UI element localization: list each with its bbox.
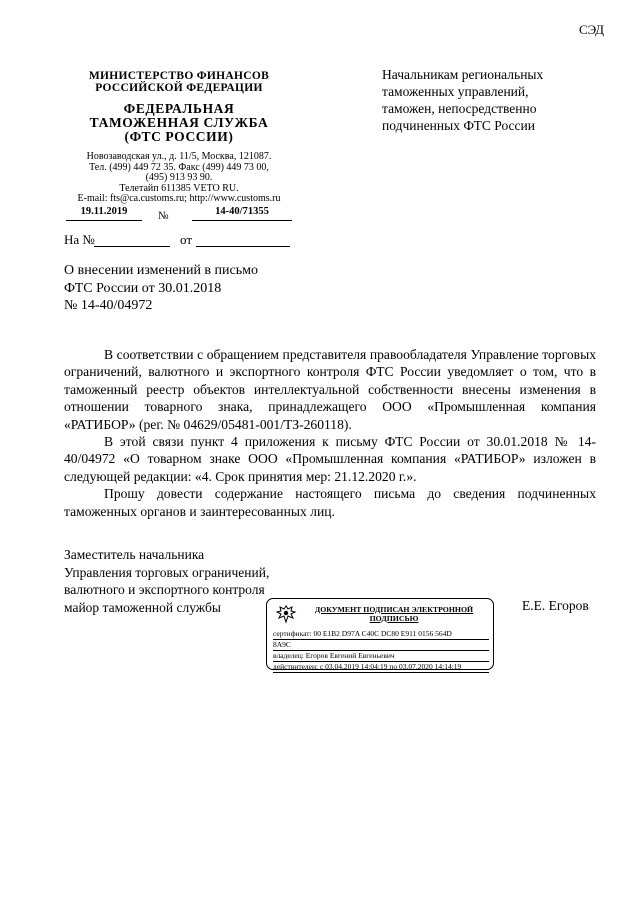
registration-number-label: № bbox=[158, 210, 169, 222]
body-paragraph: В соответствии с обращением представителя правообладателя Управление торговых ограничений, валютного и экспортного контроля ФТС России уведомляет о том, что в таможенный реестр объектов интеллектуальной собственности внесены изменения в отношении товарного знака, принадлежащего ООО «Промышленная компания «РАТИБОР» (рег. № 04629/05481-001/ТЗ-260118). bbox=[64, 347, 596, 432]
addressee-line: Начальникам региональных bbox=[382, 67, 544, 82]
stamp-details bbox=[273, 629, 489, 673]
registration-number: 14-40/71355 bbox=[192, 206, 292, 221]
reference-number-label: На № bbox=[64, 232, 95, 247]
ministry-name bbox=[64, 70, 294, 94]
letter-body bbox=[64, 346, 596, 520]
body-paragraph: Прошу довести содержание настоящего письма до сведения подчиненных таможенных органов и заинтересованных лиц. bbox=[64, 486, 596, 519]
contact-line: Тел. (499) 449 72 35. Факс (499) 449 73 00, bbox=[89, 161, 269, 173]
service-line: ТАМОЖЕННАЯ СЛУЖБА bbox=[89, 115, 269, 130]
signer-line: валютного и экспортного контроля bbox=[64, 582, 265, 597]
subject-line: ФТС России от 30.01.2018 bbox=[64, 280, 222, 296]
signer-line: Заместитель начальника bbox=[64, 547, 205, 562]
reference-date-line bbox=[196, 246, 290, 247]
reference-number-line bbox=[94, 246, 170, 247]
stamp-validity: действителен: с 03.04.2019 14:04:19 по 03.07.2020 14:14:19 bbox=[273, 662, 489, 673]
signer-name: Е.Е. Егоров bbox=[522, 598, 589, 613]
signer-line: Управления торговых ограничений, bbox=[64, 564, 270, 580]
signer-line: майор таможенной службы bbox=[64, 599, 221, 615]
service-line: ФЕДЕРАЛЬНАЯ bbox=[123, 101, 235, 116]
subject-line: О внесении изменений в письмо bbox=[64, 263, 258, 278]
stamp-title-line: ПОДПИСЬЮ bbox=[369, 614, 419, 623]
ministry-line: МИНИСТЕРСТВО ФИНАНСОВ bbox=[88, 70, 270, 82]
body-paragraph: В этой связи пункт 4 приложения к письму ФТС России от 30.01.2018 № 14-40/04972 «О товарном знаке ООО «Промышленная компания «РАТИБОР» изложен в следующей редакции: «4. Срок принятия мер: 21.12.2020 г.». bbox=[64, 434, 596, 484]
subject-line: № 14-40/04972 bbox=[64, 298, 153, 313]
addressee-line: подчиненных ФТС России bbox=[382, 118, 535, 133]
service-line: (ФТС РОССИИ) bbox=[124, 129, 234, 144]
addressee-line: таможен, непосредственно bbox=[382, 101, 537, 116]
contact-line: Телетайп 611385 VETO RU. bbox=[119, 182, 239, 194]
ministry-line: РОССИЙСКОЙ ФЕДЕРАЦИИ bbox=[95, 82, 263, 94]
reference-date-label: от bbox=[180, 232, 193, 247]
stamp-title bbox=[301, 605, 487, 623]
registration-date: 19.11.2019 bbox=[66, 206, 142, 221]
eagle-emblem-icon bbox=[275, 603, 297, 625]
addressee-line: таможенных управлений, bbox=[382, 84, 529, 99]
sender-contacts bbox=[64, 152, 294, 205]
stamp-certificate-cont: 8A9C bbox=[273, 640, 489, 651]
subject-block bbox=[64, 262, 304, 315]
contact-line: (495) 913 93 90. bbox=[145, 172, 213, 184]
sed-mark: СЭД bbox=[578, 22, 604, 37]
stamp-owner: владелец: Егоров Евгений Евгеньевич bbox=[273, 651, 489, 662]
stamp-title-line: ДОКУМЕНТ ПОДПИСАН ЭЛЕКТРОННОЙ bbox=[314, 605, 474, 614]
service-name bbox=[64, 102, 294, 144]
addressee-block bbox=[382, 66, 592, 134]
contact-line: Новозаводская ул., д. 11/5, Москва, 121087. bbox=[86, 151, 272, 162]
stamp-certificate: сертификат: 00 E1B2 D97A C40C DC80 E911 0156 564D bbox=[273, 629, 489, 640]
contact-line: E-mail: fts@ca.customs.ru; http://www.customs.ru bbox=[77, 193, 281, 205]
electronic-signature-stamp bbox=[266, 598, 494, 670]
